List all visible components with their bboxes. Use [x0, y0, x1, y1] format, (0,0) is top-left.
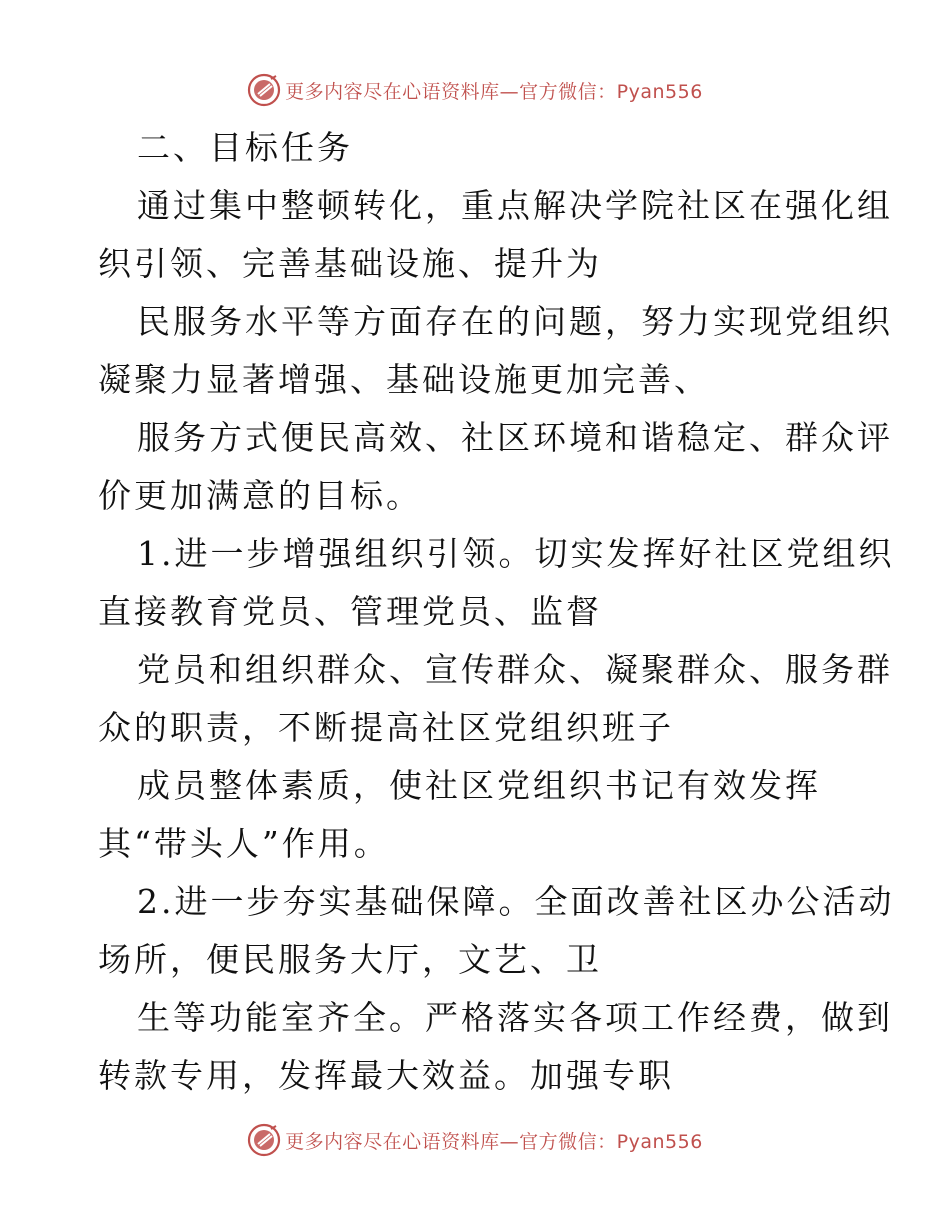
paragraph-line: 凝聚力显著增强、基础设施更加完善、 [98, 360, 710, 399]
paragraph-line: 场所，便民服务大厅，文艺、卫 [98, 940, 602, 979]
paragraph-line: 生等功能室齐全。严格落实各项工作经费，做到 [137, 998, 893, 1037]
paragraph-line: 成员整体素质，使社区党组织书记有效发挥 [137, 766, 821, 805]
paragraph-line: 服务方式便民高效、社区环境和谐稳定、群众评 [137, 418, 893, 457]
header-banner-text: 更多内容尽在心语资料库—官方微信：Pyan556 [285, 80, 703, 103]
paragraph-line: 织引领、完善基础设施、提升为 [98, 244, 602, 283]
paragraph-line: 直接教育党员、管理党员、监督 [98, 592, 602, 631]
paragraph-line: 通过集中整顿转化，重点解决学院社区在强化组 [137, 186, 893, 225]
paragraph-line: 价更加满意的目标。 [98, 476, 422, 515]
paragraph-line: 党员和组织群众、宣传群众、凝聚群众、服务群 [137, 650, 893, 689]
paragraph-line: 1.进一步增强组织引领。切实发挥好社区党组织 [137, 534, 895, 573]
paragraph-line: 众的职责，不断提高社区党组织班子 [98, 708, 674, 747]
header-banner [0, 70, 950, 110]
seal-logo-icon [247, 73, 281, 107]
paragraph-line: 转款专用，发挥最大效益。加强专职 [98, 1056, 674, 1095]
footer-banner-text: 更多内容尽在心语资料库—官方微信：Pyan556 [285, 1130, 703, 1153]
paragraph-line: 2.进一步夯实基础保障。全面改善社区办公活动 [137, 882, 895, 921]
seal-logo-icon [247, 1123, 281, 1157]
paragraph-line: 其“带头人”作用。 [98, 824, 390, 863]
footer-banner [0, 1120, 950, 1160]
section-heading: 二、目标任务 [137, 128, 353, 167]
paragraph-line: 民服务水平等方面存在的问题，努力实现党组织 [137, 302, 893, 341]
